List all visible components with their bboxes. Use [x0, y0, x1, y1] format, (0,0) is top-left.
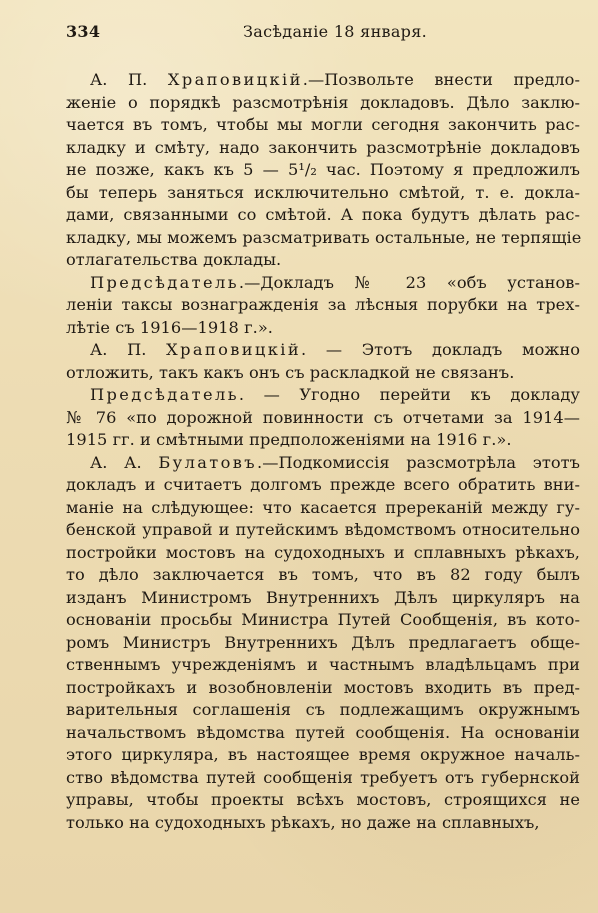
text-segment: начальствомъ вѣдомства путей сообщенія. На основаніи: [66, 722, 580, 742]
text-segment: А. П.: [90, 340, 167, 359]
text-line: [66, 722, 580, 745]
text-segment: бы теперь заняться исключительно смѣтой, т. е. докла-: [66, 182, 580, 202]
paragraph: [66, 339, 584, 384]
text-line: [66, 744, 580, 767]
text-segment: кладку, мы можемъ разсматривать остальные, не терпящіе: [66, 227, 582, 247]
paragraph: [66, 272, 584, 340]
text-line: [66, 677, 580, 700]
text-segment: постройкахъ и возобновленіи мостовъ входить въ пред-: [66, 677, 580, 697]
text-segment: постройки мостовъ на судоходныхъ и сплавныхъ рѣкахъ,: [66, 542, 580, 562]
text-line: [66, 519, 580, 542]
text-line: [66, 587, 580, 610]
text-segment: . — Этотъ докладъ можно: [301, 340, 581, 359]
text-segment: изданъ Министромъ Внутреннихъ Дѣлъ циркуляръ на: [66, 587, 580, 607]
text-segment: то дѣло заключается въ томъ, что въ 82 году былъ: [66, 565, 580, 584]
text-segment: докладъ и считаетъ долгомъ прежде всего обратить вни-: [66, 475, 580, 494]
page-number: 334: [66, 22, 101, 41]
text-line: [66, 204, 580, 227]
text-segment: .—Позвольте внести предло-: [302, 70, 580, 89]
text-line: [66, 92, 580, 115]
text-line: [66, 632, 580, 655]
text-segment: этого циркуляра, въ настоящее время окружное началь-: [66, 745, 580, 764]
text-line: [66, 767, 580, 790]
text-segment: дами, связанными со смѣтой. А пока будутъ дѣлать рас-: [66, 205, 580, 224]
speaker-name: Булатовъ: [158, 452, 258, 472]
text-segment: ство вѣдомства путей сообщенія требуетъ отъ губернской: [66, 767, 580, 787]
text-line: [66, 564, 580, 587]
text-segment: А. А.: [90, 452, 159, 472]
text-segment: женіе о порядкѣ разсмотрѣнія докладовъ. Дѣло заклю-: [66, 92, 580, 112]
text-segment: лѣтіе съ 1916—1918 г.».: [66, 317, 273, 337]
text-line: [66, 137, 580, 160]
paragraph: [66, 452, 584, 835]
text-line: [66, 542, 580, 565]
text-line: [66, 699, 580, 722]
running-title: Засѣданіе 18 января.: [242, 22, 427, 41]
text-line: [66, 789, 580, 812]
text-segment: не позже, какъ къ 5 — 5¹/₂ час. Поэтому я предложилъ: [66, 160, 580, 179]
text-segment: основаніи просьбы Министра Путей Сообщенія, въ кото-: [66, 610, 580, 629]
text-segment: .—Подкомиссія разсмотрѣла этотъ: [257, 452, 580, 472]
paragraph: [66, 384, 584, 452]
text-line: [66, 384, 580, 407]
text-line: [66, 249, 580, 272]
text-line: [66, 497, 580, 520]
text-line: [66, 114, 580, 137]
text-segment: отложить, такъ какъ онъ съ раскладкой не связанъ.: [66, 362, 515, 382]
text-segment: только на судоходныхъ рѣкахъ, но даже на сплавныхъ,: [66, 812, 540, 832]
text-segment: бенской управой и путейскимъ вѣдомствомъ относительно: [66, 520, 580, 539]
text-segment: управы, чтобы проекты всѣхъ мостовъ, строящихся не: [66, 790, 580, 809]
speaker-name: Предсѣдатель: [90, 385, 239, 404]
document-text: [66, 69, 584, 834]
text-line: [66, 317, 580, 340]
text-segment: леніи таксы вознагражденія за лѣсныя порубки на трех-: [66, 295, 580, 314]
text-segment: .—Докладъ № 23 «объ установ-: [238, 272, 580, 292]
page-header: [66, 22, 584, 41]
text-line: [66, 69, 580, 92]
text-segment: ственнымъ учрежденіямъ и частнымъ владѣльцамъ при: [66, 655, 580, 674]
text-segment: 1915 гг. и смѣтными предположеніями на 1916 г.».: [66, 430, 512, 449]
text-line: [66, 609, 580, 632]
text-segment: варительныя соглашенія съ подлежащимъ окружнымъ: [66, 700, 580, 719]
text-segment: чается въ томъ, чтобы мы могли сегодня закончить рас-: [66, 115, 580, 134]
speaker-name: Храповицкій: [167, 70, 303, 89]
speaker-name: Предсѣдатель: [90, 272, 239, 292]
text-line: [66, 812, 580, 835]
text-line: [66, 227, 580, 250]
text-line: [66, 654, 580, 677]
text-line: [66, 407, 580, 430]
text-line: [66, 182, 580, 205]
text-segment: . — Угодно перейти къ докладу: [238, 385, 580, 404]
text-line: [66, 429, 580, 452]
text-line: [66, 272, 580, 295]
text-line: [66, 294, 580, 317]
text-line: [66, 474, 580, 497]
text-segment: маніе на слѣдующее: что касается пререканій между гу-: [66, 497, 580, 517]
text-line: [66, 362, 580, 385]
text-line: [66, 159, 580, 182]
text-segment: ромъ Министръ Внутреннихъ Дѣлъ предлагаетъ обще-: [66, 632, 580, 652]
paragraph: [66, 69, 584, 272]
text-line: [66, 339, 580, 362]
text-segment: № 76 «по дорожной повинности съ отчетами за 1914—: [66, 407, 580, 427]
text-segment: А. П.: [90, 70, 168, 89]
text-line: [66, 452, 580, 475]
text-segment: кладку и смѣту, надо закончить разсмотрѣніе докладовъ: [66, 137, 580, 157]
text-segment: отлагательства доклады.: [66, 250, 282, 269]
speaker-name: Храповицкій: [166, 340, 302, 359]
